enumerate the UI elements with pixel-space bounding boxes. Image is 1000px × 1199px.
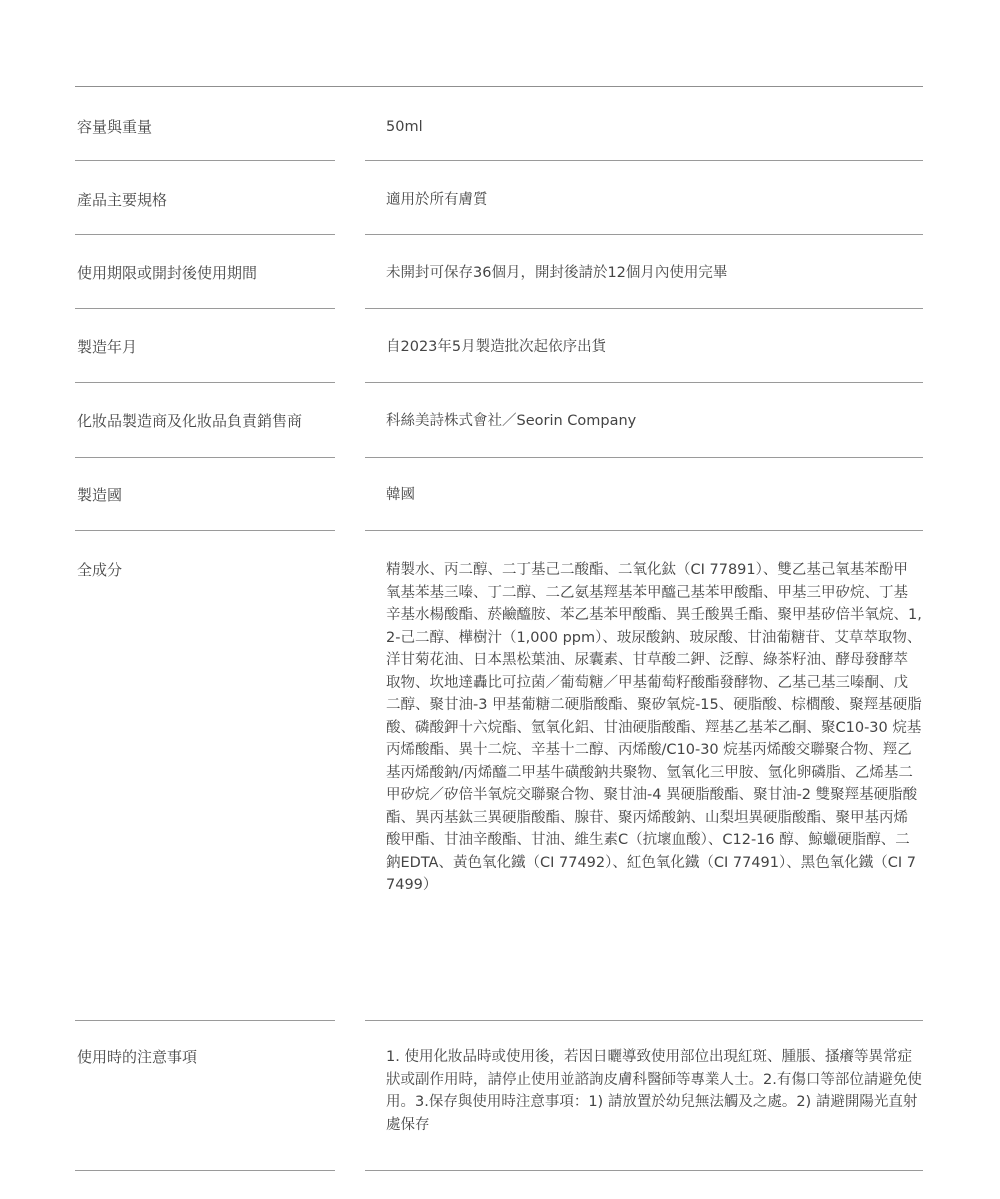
spec-value: 科絲美詩株式會社／Seorin Company xyxy=(386,413,637,429)
spec-label: 容量與重量 xyxy=(77,118,153,136)
row-divider-right xyxy=(365,382,923,383)
spec-label: 產品主要規格 xyxy=(77,191,168,209)
spec-value: 未開封可保存36個月，開封後請於12個月內使用完畢 xyxy=(386,265,728,281)
spec-label: 製造年月 xyxy=(77,338,138,356)
spec-value: 適用於所有膚質 xyxy=(386,192,488,208)
spec-value: 精製水、丙二醇、二丁基己二酸酯、二氧化鈦（CI 77891）、雙乙基己氧基苯酚甲氧基苯基三嗪、丁二醇、二乙氨基羥基苯甲醯己基苯甲酸酯、甲基三甲矽烷、丁基辛基水楊酸酯、菸鹼醯胺、苯乙基苯甲酸酯、異壬酸異壬酯、聚甲基矽倍半氧烷、1,2-己二醇、樺樹汁（1,000 ppm）、玻尿酸鈉、玻尿酸、甘油葡糖苷、艾草萃取物、洋甘菊花油、日本黑松葉油、尿囊素、甘草酸二鉀、泛醇、綠茶籽油、酵母發酵萃取物、坎地達轟比可拉菌／葡萄糖／甲基葡萄籽酸酯發酵物、乙基己基三嗪酮、戊二醇、聚甘油-3 甲基葡糖二硬脂酸酯、聚矽氧烷-15、硬脂酸、棕櫚酸、聚羥基硬脂酸、磷酸鉀十六烷酯、氫氧化鋁、甘油硬脂酸酯、羥基乙基苯乙酮、聚C10-30 烷基丙烯酸酯、異十二烷、辛基十二醇、丙烯酸/C10-30 烷基丙烯酸交聯聚合物、羥乙基丙烯酸鈉/丙烯醯二甲基牛磺酸鈉共聚物、氫氧化三甲胺、氫化卵磷脂、乙烯基二甲矽烷／矽倍半氧烷交聯聚合物、聚甘油-4 異硬脂酸酯、聚甘油-2 雙聚羥基硬脂酸酯、異丙基鈦三異硬脂酸酯、腺苷、聚丙烯酸鈉、山梨坦異硬脂酸酯、聚甲基丙烯酸甲酯、甘油辛酸酯、甘油、維生素C（抗壞血酸）、C12-16 醇、鯨蠟硬脂醇、二鈉EDTA、黃色氧化鐵（CI 77492）、紅色氧化鐵（CI 77491）、黑色氧化鐵（CI 77499） xyxy=(386,562,922,893)
row-divider-left xyxy=(75,1170,335,1171)
row-divider-right xyxy=(365,234,923,235)
row-divider-right xyxy=(365,457,923,458)
spec-value: 韓國 xyxy=(386,487,415,503)
row-divider-left xyxy=(75,457,335,458)
row-divider-left xyxy=(75,530,335,531)
row-divider-right xyxy=(365,1170,923,1171)
spec-label: 化妝品製造商及化妝品負責銷售商 xyxy=(77,412,303,430)
spec-value: 1. 使用化妝品時或使用後，若因日曬導致使用部位出現紅斑、腫脹、搔癢等異常症狀或副作用時，請停止使用並諮詢皮膚科醫師等專業人士。2.有傷口等部位請避免使用。3.保存與使用時注意事項：1) 請放置於幼兒無法觸及之處。2) 請避開陽光直射處保存 xyxy=(386,1049,922,1133)
spec-label: 使用時的注意事項 xyxy=(77,1048,198,1066)
row-divider-left xyxy=(75,382,335,383)
row-divider-right xyxy=(365,308,923,309)
row-divider-left xyxy=(75,234,335,235)
row-divider-right xyxy=(365,160,923,161)
spec-label: 製造國 xyxy=(77,486,123,504)
spec-label: 全成分 xyxy=(77,561,123,579)
spec-label: 使用期限或開封後使用期間 xyxy=(77,264,258,282)
row-divider-right xyxy=(365,530,923,531)
row-divider-right xyxy=(365,1020,923,1021)
row-divider-left xyxy=(75,308,335,309)
row-divider-left xyxy=(75,160,335,161)
spec-value: 50ml xyxy=(386,119,423,135)
spec-value: 自2023年5月製造批次起依序出貨 xyxy=(386,339,607,355)
row-divider-left xyxy=(75,1020,335,1021)
top-divider xyxy=(75,86,923,87)
